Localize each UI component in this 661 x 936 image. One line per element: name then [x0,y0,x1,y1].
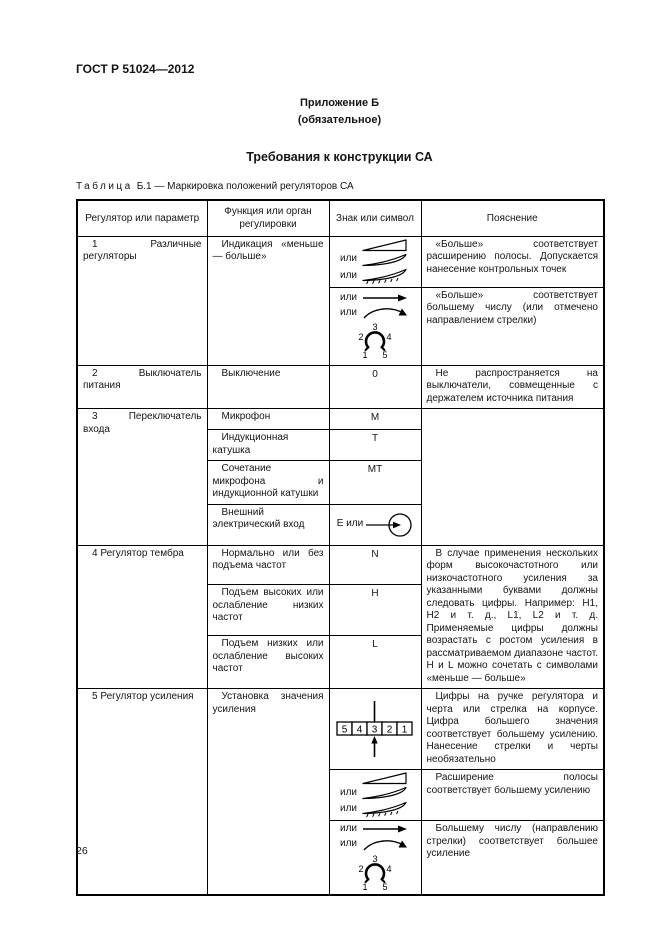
table-caption-text: Б.1 — Маркировка положений регуляторов СА [136,181,354,192]
or-label: или [340,786,358,798]
row2-param: 2 Выключатель питания [77,365,207,409]
svg-text:5: 5 [341,724,348,736]
row5-note-b: Расширение полосы соответствует большему усилению [421,770,604,821]
row1-symbol-arrows-dial [329,287,421,365]
wedge-straight-icon [362,772,410,785]
row2-symbol: 0 [329,365,421,409]
row1-symbol-wedges [329,236,421,287]
wedge-straight-icon [362,239,410,252]
row5-symbol-arrows-dial [329,821,421,895]
row4-function-high: Подъем высоких или ослабление низких частот [207,585,329,636]
or-label: или [340,803,358,815]
appendix-label: Приложение Б [299,97,380,109]
svg-text:5: 5 [382,350,388,361]
gain-scale-icon [332,700,419,758]
row3-function-external: Внешний электрический вход [207,504,329,545]
or-label: или [340,269,358,281]
wedge-hatched-icon [362,268,410,285]
table-caption-label: Таблица [76,181,133,192]
dial-icon [340,321,410,360]
svg-text:1: 1 [362,881,368,892]
row5-note-a: Цифры на ручке регулятора и черта или стрелка на корпусе. Цифра большего значения соответствует большему усилению. Нанесение стрелки и черты необязательно [421,689,604,770]
or-label: или [340,253,358,265]
row5-symbol-wedges [329,770,421,821]
col-header-symbol: Знак или символ [329,200,421,236]
row3-function-mic: Микрофон [207,409,329,430]
svg-text:3: 3 [372,853,378,864]
svg-text:1: 1 [362,350,368,361]
svg-text:2: 2 [386,724,393,736]
wedge-curved-icon [362,253,410,267]
table-header-row [77,200,604,236]
row1-note-a: «Больше» соответствует расширению полосы. Допускается нанесение контрольных точек [421,236,604,287]
appendix-heading [76,95,603,129]
input-circle-icon [366,512,413,538]
svg-text:2: 2 [358,332,364,343]
row4-note: В случае применения нескольких форм высокочастотного или низкочастотного усиления за указанными буквами должны следовать цифры. Например: H1, H2 и т. д., L1, L2 и т. д. Применяемые цифры должны возрастать с ростом усиления в рассматриваемом диапазоне частот. Н и L можно сочетать с символами «меньше — больше» [421,545,604,689]
wedge-curved-icon [362,786,410,800]
row3-note-empty [421,409,604,546]
row5-symbol-scale [329,689,421,770]
row4-function-low: Подъем низких или ослабление высоких частот [207,636,329,689]
svg-text:4: 4 [386,332,392,343]
page-number: 26 [76,845,88,857]
table-row [77,365,604,409]
arrow-right-icon [362,824,410,834]
arrow-curved-icon [362,305,410,320]
row1-function: Индикация «меньше — больше» [207,236,329,365]
row4-function-normal: Нормально или без подъема частот [207,545,329,585]
row4-param: 4 Регулятор тембра [77,545,207,689]
or-label: или [340,823,358,834]
svg-text:5: 5 [382,881,388,892]
row1-note-b: «Больше» соответствует большему числу (или отмечено направлением стрелки) [421,287,604,365]
or-label: или [340,306,358,318]
row5-param: 5 Регулятор усиления [77,689,207,895]
table-row [77,689,604,770]
doc-number: ГОСТ Р 51024—2012 [76,62,195,76]
svg-text:3: 3 [371,724,378,736]
row1-param: 1 Различные регуляторы [77,236,207,365]
svg-text:4: 4 [386,863,392,874]
table-caption [76,181,354,192]
svg-text:4: 4 [356,724,363,736]
svg-text:1: 1 [401,724,408,736]
svg-text:2: 2 [358,863,364,874]
row3-param: 3 Переключатель входа [77,409,207,546]
table-b1 [76,199,605,896]
e-label: Е или [336,518,364,530]
section-title: Требования к конструкции СА [246,150,433,164]
row3-function-combo: Сочетание микрофона и индукционной катушки [207,461,329,505]
row2-note: Не распространяется на выключатели, совмещенные с держателем источника питания [421,365,604,409]
col-header-regulator: Регулятор или параметр [77,200,207,236]
arrow-right-icon [362,293,410,303]
row4-symbol-n: N [329,545,421,585]
row3-symbol-mic: М [329,409,421,430]
row4-symbol-h: H [329,585,421,636]
row3-symbol-combo: МТ [329,461,421,505]
col-header-explanation: Пояснение [421,200,604,236]
table-row [77,409,604,430]
row3-function-coil: Индукционная катушка [207,430,329,461]
or-label: или [340,837,358,849]
table-row [77,545,604,585]
appendix-note: (обязательное) [297,114,382,126]
table-row [77,236,604,287]
row5-note-c: Большему числу (направлению стрелки) соответствует большее усиление [421,821,604,895]
or-label: или [340,291,358,303]
arrow-curved-icon [362,837,410,852]
svg-text:3: 3 [372,322,378,333]
row3-symbol-coil: Т [329,430,421,461]
row5-function: Установка значения усиления [207,689,329,895]
dial-icon [340,853,410,892]
row3-symbol-external [329,504,421,545]
wedge-hatched-icon [362,801,410,818]
row4-symbol-l: L [329,636,421,689]
row2-function: Выключение [207,365,329,409]
col-header-function: Функция или орган регулировки [207,200,329,236]
